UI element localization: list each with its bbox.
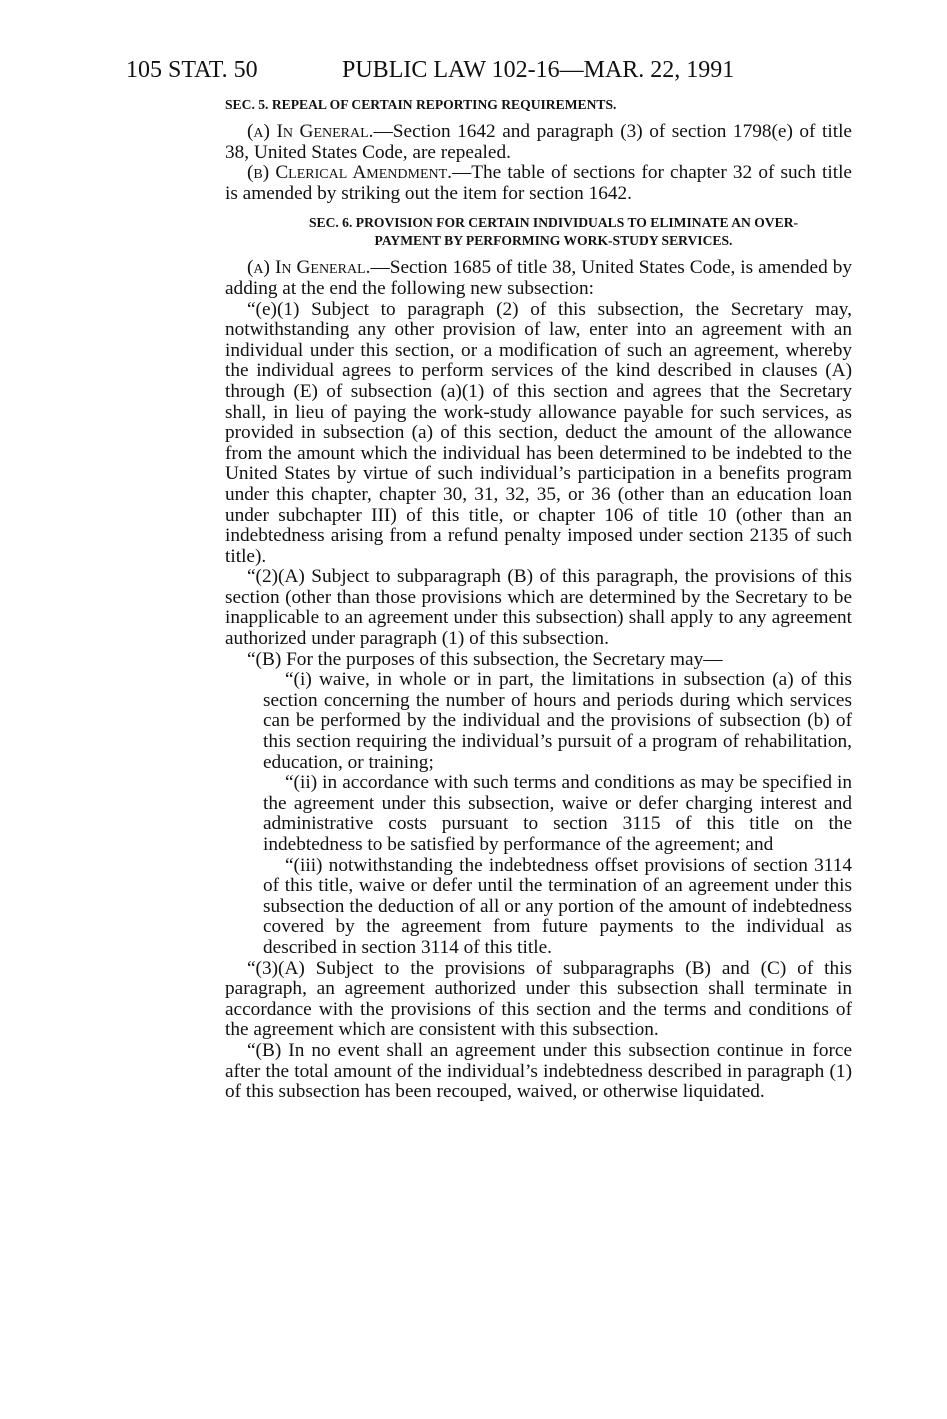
section-6-heading [225, 214, 852, 250]
subsection-a-label: (a) In General. [247, 121, 374, 142]
running-head [126, 57, 761, 87]
subsection-b-label: (b) Clerical Amendment. [247, 162, 452, 184]
document-body [225, 96, 852, 1103]
paragraph-e-3-A: “(3)(A) Subject to the provisions of subparagraphs (B) and (C) of this paragraph, an agreement authorized under this subsection shall terminate in accordance with the provisions of this section and the terms and conditions of the agreement which are consistent with this subsection. [225, 957, 852, 1041]
clause-e-2-B-i: “(i) waive, in whole or in part, the limitations in subsection (a) of this section concerning the number of hours and periods during which services can be performed by the individual and the provisions of subsection (b) of this section requiring the individual’s pursuit of a program of rehabilitation, education, or training; [263, 669, 852, 773]
clause-e-2-B-iii: “(iii) notwithstanding the indebtedness offset provisions of section 3114 of this title, waive or defer until the termination of an agreement under this subsection the deduction of all or any portion of the amount of indebtedness covered by the agreement from future payments to the individual as described in section 3114 of this title. [263, 854, 852, 958]
section-5-heading: SEC. 5. REPEAL OF CERTAIN REPORTING REQUIREMENTS. [225, 97, 617, 112]
clause-e-2-B-ii: “(ii) in accordance with such terms and conditions as may be specified in the agreement under this subsection, waive or defer charging interest and administrative costs pursuant to section 3115 of this title on the indebtedness to be satisfied by performance of the agreement; and [263, 772, 852, 855]
section-6-heading-line-2: PAYMENT BY PERFORMING WORK-STUDY SERVICES. [374, 233, 733, 249]
subsection-a-text: —Section 1642 and paragraph (3) of section 1798(e) of title 38, United States Code, are repealed. [225, 121, 852, 163]
section-6-heading-line-1: SEC. 6. PROVISION FOR CERTAIN INDIVIDUALS TO ELIMINATE AN OVER- [308, 215, 799, 231]
section-5-subsection-b [225, 163, 852, 204]
paragraph-e-1: “(e)(1) Subject to paragraph (2) of this subsection, the Secretary may, notwithstanding any other provision of law, enter into an agreement with an individual under this section, or a modification of such an agreement, whereby the individual agrees to perform services of the kind described in clauses (A) through (E) of subsection (a)(1) of this section and agrees that the Secretary shall, in lieu of paying the work-study allowance payable for such services, as provided in subsection (a) of this section, deduct the amount of the allowance from the amount which the individual has been determined to be indebted to the United States by virtue of such individual’s participation in a benefits program under this chapter, chapter 30, 31, 32, 35, or 36 (other than an education loan under subchapter III) of this title, or chapter 106 of title 10 (other than an indebtedness arising from a refund penalty imposed under section 2135 of such title). [225, 298, 852, 567]
paragraph-e-2-B: “(B) For the purposes of this subsection, the Secretary may— [247, 648, 723, 670]
section-5-subsection-a [225, 122, 852, 163]
statute-page-reference: 105 STAT. 50 [126, 57, 258, 83]
section-6-subsection-a [225, 258, 852, 299]
section-6-subsection-a-text: —Section 1685 of title 38, United States Code, is amended by adding at the end the following new subsection: [225, 257, 852, 299]
paragraph-e-3-B: “(B) In no event shall an agreement under this subsection continue in force after the total amount of the individual’s indebtedness described in paragraph (1) of this subsection has been recouped, waived, or otherwise liquidated. [225, 1039, 852, 1103]
section-6-subsection-a-label: (a) In General. [247, 257, 371, 279]
paragraph-e-2-A: “(2)(A) Subject to subparagraph (B) of this paragraph, the provisions of this section (other than those provisions which are determined by the Secretary to be inapplicable to an agreement under this subsection) shall apply to any agreement authorized under paragraph (1) of this subsection. [225, 566, 852, 650]
subsection-b-text: —The table of sections for chapter 32 of such title is amended by striking out the item for section 1642. [225, 162, 852, 204]
public-law-reference: PUBLIC LAW 102-16—MAR. 22, 1991 [342, 57, 735, 83]
